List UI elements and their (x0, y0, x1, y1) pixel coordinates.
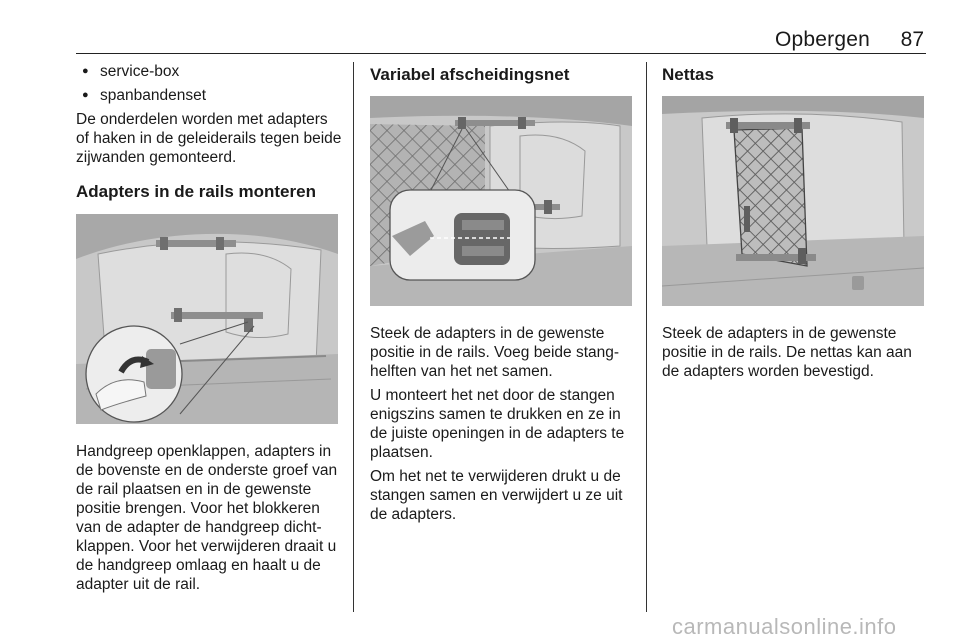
column-middle (370, 62, 634, 529)
section-title: Opbergen (774, 28, 870, 51)
instruction-paragraph: Om het net te verwijderen drukt u de stangen samen en verwijdert u ze uit de adapters. (370, 468, 623, 523)
section-heading: Nettas (662, 65, 714, 84)
instruction-paragraph: Steek de adapters in de gewenste positie in de rails. Voeg beide stang-helften van het net samen. (370, 325, 620, 380)
column-right (662, 62, 926, 386)
section-heading: Variabel afscheidingsnet (370, 65, 570, 84)
instruction-paragraph: U monteert het net door de stangen enigszins samen te drukken en ze in de juiste openingen in de adapters te plaatsen. (370, 387, 625, 461)
intro-paragraph: De onderdelen worden met adapters of haken in de geleiderails tegen beide zijwanden gemonteerd. (76, 111, 342, 166)
bullet-item: ● service-box (76, 62, 344, 81)
page-header (76, 28, 926, 50)
watermark: carmanualsonline.info (672, 614, 897, 639)
instruction-paragraph: Steek de adapters in de gewenste positie in de rails. De nettas kan aan de adapters worden bevestigd. (662, 325, 912, 380)
section-heading: Adapters in de rails monteren (76, 182, 316, 201)
net-bag-illustration (662, 96, 924, 306)
column-divider (646, 62, 647, 612)
column-divider (353, 62, 354, 612)
column-left (76, 62, 344, 599)
adapter-rail-illustration (76, 214, 338, 424)
page-number: 87 (900, 28, 924, 51)
header-rule (76, 53, 926, 54)
instruction-paragraph: Handgreep openklappen, adapters in de bovenste en de onderste groef van de rail plaatsen en in de gewenste positie brengen. Voor het blokkeren van de adapter de handgreep dicht-klappen. Voor het verwijderen draait u de handgreep omlaag en haalt u de adapter uit de rail. (76, 443, 338, 593)
partition-net-illustration (370, 96, 632, 306)
bullet-item: ● spanbandenset (76, 86, 344, 105)
